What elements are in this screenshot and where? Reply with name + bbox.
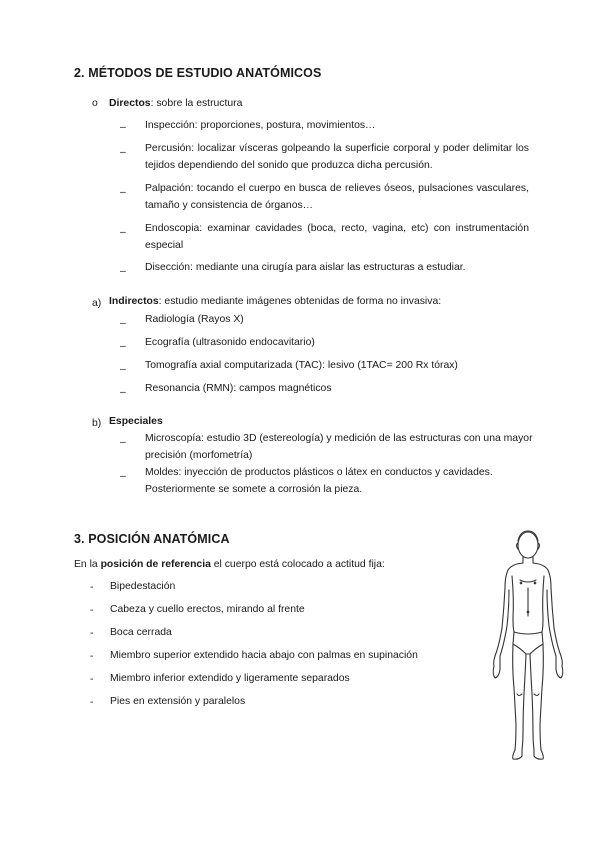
posicion-item-2: Cabeza y cuello erectos, mirando al frente	[110, 604, 305, 615]
anatomical-position-figure	[482, 528, 574, 760]
indirectos-item-ecografia: Ecografía (ultrasonido endocavitario)	[145, 337, 315, 348]
dash-bullet: –	[120, 471, 126, 482]
indirectos-item-radiologia: Radiología (Rayos X)	[145, 314, 244, 325]
especiales-heading	[109, 413, 163, 430]
indirectos-marker: a)	[92, 298, 102, 309]
dash-bullet: –	[120, 122, 126, 133]
dash-bullet: –	[120, 187, 126, 198]
dash-bullet: –	[120, 147, 126, 158]
directos-label: Directos	[109, 98, 151, 109]
dash-bullet: –	[120, 266, 126, 277]
directos-item-inspeccion: Inspección: proporciones, postura, movimientos…	[145, 120, 376, 131]
dash-bullet: -	[90, 582, 94, 593]
posicion-item-4: Miembro superior extendido hacia abajo con palmas en supinación	[110, 650, 418, 661]
directos-heading	[109, 95, 242, 112]
dash-bullet: –	[120, 318, 126, 329]
section-3-title: 3. POSICIÓN ANATÓMICA	[74, 532, 230, 546]
section-2-title: 2. MÉTODOS DE ESTUDIO ANATÓMICOS	[74, 66, 322, 80]
intro-end: el cuerpo está colocado a actitud fija:	[210, 559, 385, 570]
directos-marker: o	[92, 98, 98, 109]
dash-bullet: -	[90, 628, 94, 639]
dash-bullet: –	[120, 341, 126, 352]
especiales-label: Especiales	[109, 416, 163, 427]
posicion-item-1: Bipedestación	[110, 581, 176, 592]
especiales-marker: b)	[92, 418, 102, 429]
indirectos-description: : estudio mediante imágenes obtenidas de forma no invasiva:	[158, 296, 442, 307]
dash-bullet: -	[90, 605, 94, 616]
posicion-item-5: Miembro inferior extendido y ligeramente separados	[110, 673, 350, 684]
dash-bullet: -	[90, 651, 94, 662]
especiales-item-moldes: Moldes: inyección de productos plásticos o látex en conductos y cavidades. Posteriormente se somete a corrosión la pieza.	[145, 467, 493, 495]
intro-emphasis: posición de referencia	[100, 559, 211, 570]
directos-description: : sobre la estructura	[150, 98, 243, 109]
dash-bullet: -	[90, 697, 94, 708]
posicion-item-6: Pies en extensión y paralelos	[110, 696, 246, 707]
directos-item-diseccion: Disección: mediante una cirugía para aislar las estructuras a estudiar.	[145, 262, 466, 273]
dash-bullet: -	[90, 674, 94, 685]
dash-bullet: –	[120, 387, 126, 398]
indirectos-item-tac: Tomografía axial computarizada (TAC): lesivo (1TAC= 200 Rx tórax)	[145, 360, 458, 371]
posicion-item-3: Boca cerrada	[110, 627, 172, 638]
dash-bullet: –	[120, 437, 126, 448]
dash-bullet: –	[120, 227, 126, 238]
indirectos-heading	[109, 293, 441, 310]
indirectos-label: Indirectos	[109, 296, 159, 307]
especiales-item-microscopia: Microscopía: estudio 3D (estereología) y medición de las estructuras con una mayor precisión (morfometría)	[145, 433, 533, 461]
intro-start: En la	[74, 559, 101, 570]
directos-item-percusion: Percusión: localizar vísceras golpeando la superficie corporal y poder delimitar los tejidos dependiendo del sonido que produzca dicha percusión.	[145, 143, 529, 171]
directos-item-palpacion: Palpación: tocando el cuerpo en busca de relieves óseos, pulsaciones vasculares, tamaño y consistencia de órganos…	[145, 183, 529, 211]
indirectos-item-resonancia: Resonancia (RMN): campos magnéticos	[145, 383, 332, 394]
section-3-intro	[74, 556, 385, 573]
dash-bullet: –	[120, 364, 126, 375]
directos-item-endoscopia: Endoscopia: examinar cavidades (boca, recto, vagina, etc) con instrumentación especial	[145, 223, 529, 251]
